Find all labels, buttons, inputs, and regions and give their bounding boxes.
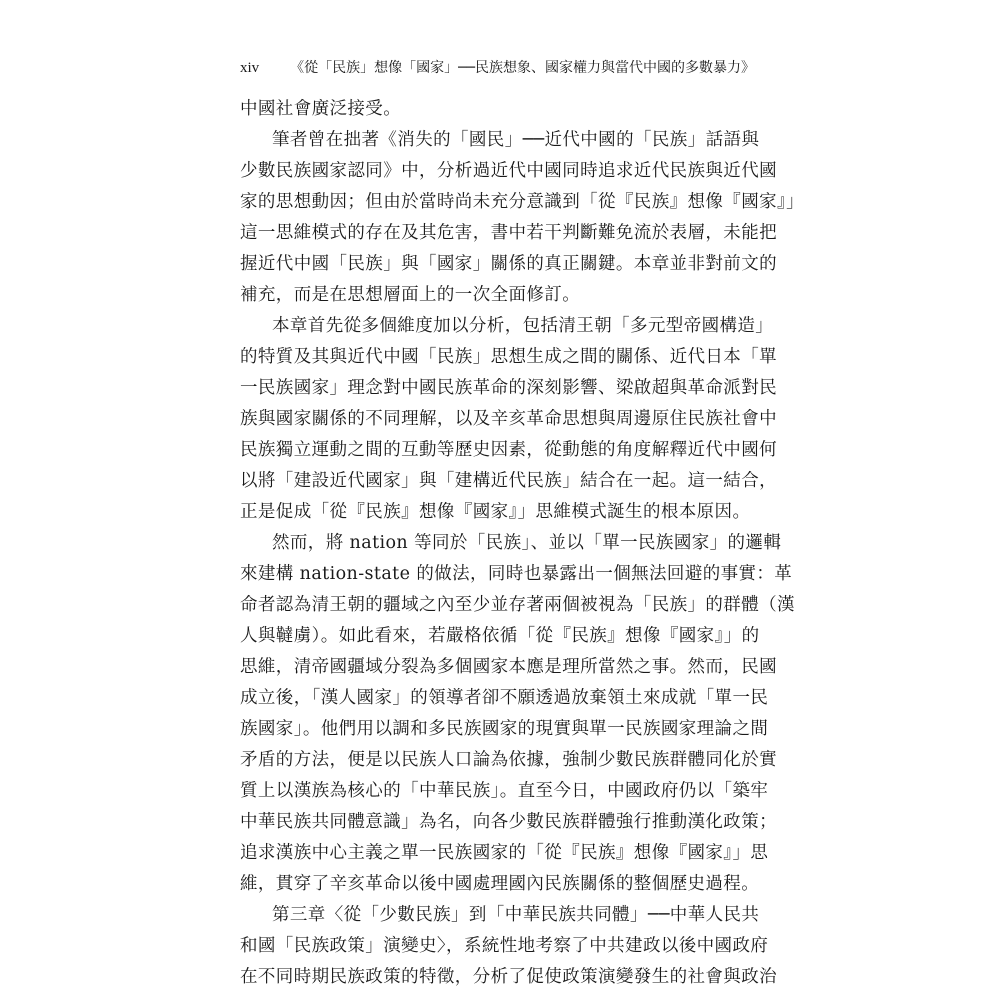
text-line: 維，貫穿了辛亥革命以後中國處理國內民族關係的整個歷史過程。 (240, 874, 760, 894)
text-line: 族與國家關係的不同理解，以及辛亥革命思想與周邊原住民族社會中 (240, 409, 777, 429)
text-line: 民族獨立運動之間的互動等歷史因素，從動態的角度解釋近代中國何 (240, 440, 777, 460)
text-line: 人與韃虜）。如此看來，若嚴格依循「從『民族』想像『國家』」的 (240, 626, 760, 646)
text-line: 正是促成「從『民族』想像『國家』」思維模式誕生的根本原因。 (240, 502, 751, 522)
text-line: 然而，將 nation 等同於「民族」、並以「單一民族國家」的邏輯 (272, 533, 782, 553)
page-header (240, 56, 755, 80)
text-line: 以將「建設近代國家」與「建構近代民族」結合在一起。這一結合， (240, 471, 777, 491)
text-line: 少數民族國家認同》中，分析過近代中國同時追求近代民族與近代國 (240, 161, 777, 181)
text-line: 命者認為清王朝的疆域之內至少並存著兩個被視為「民族」的群體（漢 (240, 595, 795, 615)
text-line: 家的思想動因；但由於當時尚未充分意識到「從『民族』想像『國家』」 (240, 192, 805, 212)
text-line: 質上以漢族為核心的「中華民族」。直至今日，中國政府仍以「築牢 (240, 781, 769, 801)
text-line: 成立後，「漢人國家」的領導者卻不願透過放棄領土來成就「單一民 (240, 688, 769, 708)
text-line: 的特質及其與近代中國「民族」思想生成之間的關係、近代日本「單 (240, 347, 777, 367)
text-line: 和國「民族政策」演變史〉，系統性地考察了中共建政以後中國政府 (240, 936, 769, 956)
text-line: 中華民族共同體意識」為名，向各少數民族群體強行推動漢化政策； (240, 812, 777, 832)
running-title: 《從「民族」想像「國家」──民族想象、國家權力與當代中國的多數暴力》 (290, 60, 755, 76)
text-line: 族國家」。他們用以調和多民族國家的現實與單一民族國家理論之間 (240, 719, 769, 739)
body-text (240, 94, 805, 993)
text-line: 來建構 nation-state 的做法，同時也暴露出一個無法回避的事實：革 (240, 564, 793, 584)
text-line: 本章首先從多個維度加以分析，包括清王朝「多元型帝國構造」 (272, 316, 774, 336)
text-line: 握近代中國「民族」與「國家」關係的真正關鍵。本章並非對前文的 (240, 254, 777, 274)
text-line: 追求漢族中心主義之單一民族國家的「從『民族』想像『國家』」思 (240, 843, 769, 863)
page-number: xiv (240, 60, 260, 76)
text-line: 筆者曾在拙著《消失的「國民」──近代中國的「民族」話語與 (272, 130, 760, 150)
text-line: 這一思維模式的存在及其危害，書中若干判斷難免流於表層，未能把 (240, 223, 777, 243)
text-line: 第三章〈從「少數民族」到「中華民族共同體」──中華人民共 (272, 905, 760, 925)
text-line: 一民族國家」理念對中國民族革命的深刻影響、梁啟超與革命派對民 (240, 378, 777, 398)
text-line: 在不同時期民族政策的特徵，分析了促使政策演變發生的社會與政治 (240, 967, 777, 987)
text-line: 矛盾的方法，便是以民族人口論為依據，強制少數民族群體同化於實 (240, 750, 777, 770)
text-line: 補充，而是在思想層面上的一次全面修訂。 (240, 285, 581, 305)
text-line: 思維，清帝國疆域分裂為多個國家本應是理所當然之事。然而，民國 (240, 657, 777, 677)
text-line: 中國社會廣泛接受。 (240, 99, 402, 119)
